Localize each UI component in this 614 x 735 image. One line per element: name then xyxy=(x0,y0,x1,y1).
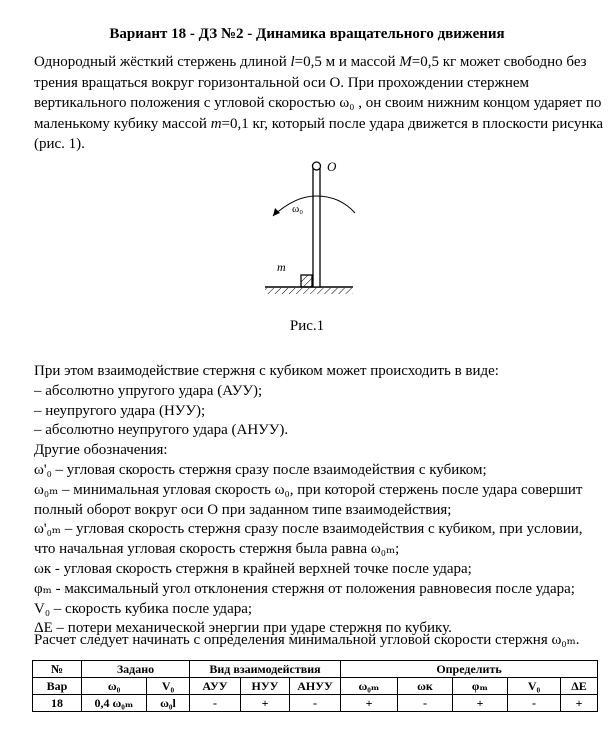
mass-label: m xyxy=(277,260,286,274)
header-number: № xyxy=(33,661,82,678)
cell-omegak: - xyxy=(398,695,453,712)
sub-v0-find: V₀ xyxy=(508,678,561,695)
notation-heading: Другие обозначения: xyxy=(34,442,168,459)
axis-label: O xyxy=(327,159,337,174)
problem-statement xyxy=(34,52,606,155)
sub-auu: АУУ xyxy=(190,678,241,695)
header-interaction: Вид взаимодействия xyxy=(190,661,341,678)
definitions-block xyxy=(34,362,606,639)
def-omega-prime: ω'₀ – угловая скорость стержня сразу после взаимодействия с кубиком; xyxy=(34,461,487,478)
intro-text-1: Однородный жёсткий стержень длиной xyxy=(34,54,291,70)
sub-v0-given: V₀ xyxy=(147,678,190,695)
sub-delta-e: ΔE xyxy=(561,678,598,695)
cell-phim: + xyxy=(453,695,508,712)
rod-figure xyxy=(255,158,375,298)
header-variant: Вар xyxy=(33,678,82,695)
def-phi-m: φₘ - максимальный угол отклонения стержня от положения равновесия после удара; xyxy=(34,580,575,597)
sub-anuu: АНУУ xyxy=(290,678,341,695)
def-omega-min: ω₀ₘ – минимальная угловая скорость ω₀, при которой стержень после удара совершит полный оборот вокруг оси О при заданном типе взаимодействия; xyxy=(34,481,583,518)
table-row xyxy=(33,695,598,712)
cube xyxy=(301,275,312,287)
interaction-auu: – абсолютно упругого удара (АУУ); xyxy=(34,382,263,399)
cell-variant: 18 xyxy=(33,695,82,712)
interaction-intro: При этом взаимодействие стержня с кубиком может происходить в виде: xyxy=(34,363,499,379)
intro-text-4: =0,1 кг, который после удара движется в плоскости рисунка (рис. 1). xyxy=(34,115,604,152)
mass-symbol: M xyxy=(399,54,412,70)
rod xyxy=(313,169,320,287)
cell-omega0m: + xyxy=(341,695,398,712)
cell-auu: - xyxy=(190,695,241,712)
arrow-head xyxy=(273,208,280,216)
variant-table xyxy=(32,660,598,712)
intro-text-3: =0,5 кг может свободно без трения вращаться вокруг горизонтальной оси О. При прохождении стержнем вертикального положения с угловой скоростью ω₀ , он своим нижним концом ударяет по маленькому кубику массой xyxy=(34,54,602,132)
calculation-note: Расчет следует начинать с определения минимальной угловой скорости стержня ω₀ₘ. xyxy=(34,632,580,648)
ground-hatch xyxy=(265,288,353,294)
cell-delta-e: + xyxy=(561,695,598,712)
sub-phim: φₘ xyxy=(453,678,508,695)
cell-nuu: + xyxy=(241,695,290,712)
sub-omega0: ω₀ xyxy=(82,678,147,695)
header-given: Задано xyxy=(82,661,190,678)
def-omega-prime-min: ω'₀ₘ – угловая скорость стержня сразу после взаимодействия с кубиком, при условии, что начальная угловая скорость стержня была равна ω₀ₘ; xyxy=(34,521,583,558)
interaction-anuu: – абсолютно неупругого удара (АНУУ). xyxy=(34,422,289,439)
cube-mass-symbol: m xyxy=(210,115,222,132)
interaction-nuu: – неупругого удара (НУУ); xyxy=(34,402,206,419)
sub-omegak: ωк xyxy=(398,678,453,695)
cell-omega0: 0,4 ω₀ₘ xyxy=(82,695,147,712)
def-omega-k: ωк - угловая скорость стержня в крайней верхней точке после удара; xyxy=(34,560,472,577)
length-symbol: l xyxy=(290,54,295,70)
header-find: Определить xyxy=(341,661,598,678)
pivot-circle xyxy=(313,162,321,170)
omega-label: ω₀ xyxy=(292,203,304,215)
sub-omega0m: ω₀ₘ xyxy=(341,678,398,695)
cell-anuu: - xyxy=(290,695,341,712)
figure-caption: Рис.1 xyxy=(289,318,325,334)
def-delta-e: ΔE – потери механической энергии при ударе стержня по кубику. xyxy=(34,620,452,637)
intro-text-2: =0,5 м и массой xyxy=(294,54,400,70)
cell-v0-given: ω₀l xyxy=(147,695,190,712)
cell-v0-find: - xyxy=(508,695,561,712)
def-v0: V₀ – скорость кубика после удара; xyxy=(34,600,253,617)
page-title: Вариант 18 - ДЗ №2 - Динамика вращательного движения xyxy=(109,26,505,42)
sub-nuu: НУУ xyxy=(241,678,290,695)
